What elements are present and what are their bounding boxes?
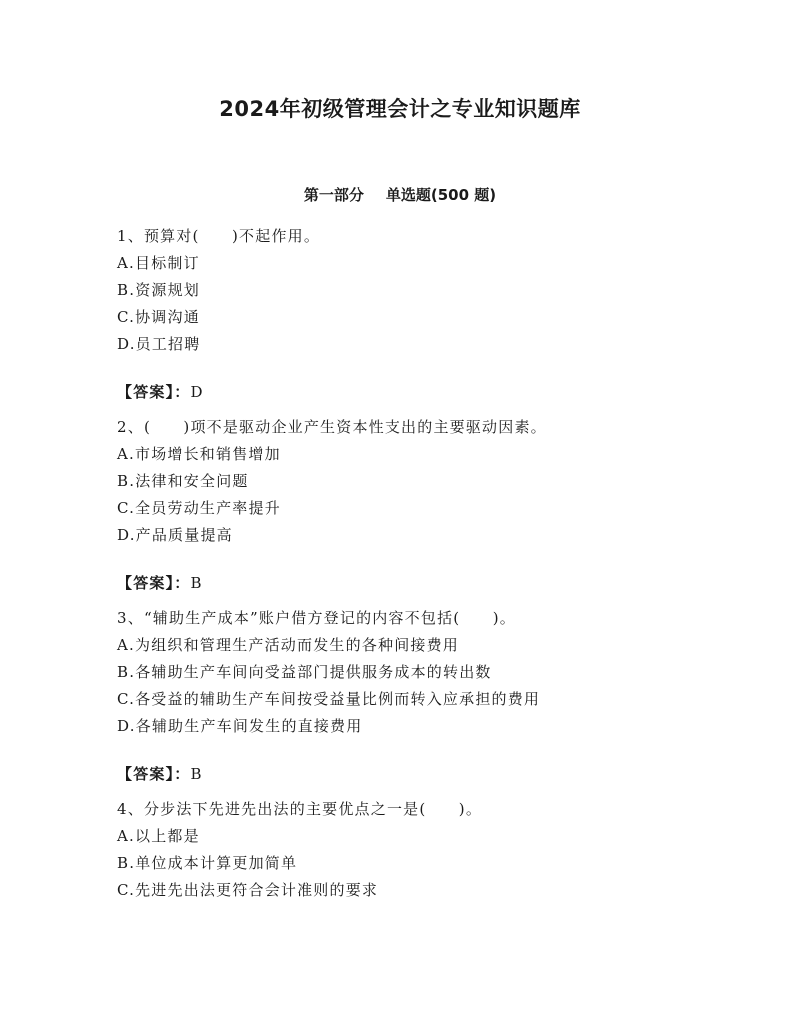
answer-label: 【答案】：	[117, 765, 191, 783]
question-stem: 1、预算对( )不起作用。	[117, 227, 321, 245]
option-c: C.全员劳动生产率提升	[117, 499, 281, 517]
option-a: A.目标制订	[117, 254, 200, 272]
question-3	[117, 605, 757, 788]
question-1	[117, 223, 757, 406]
question-4	[117, 796, 757, 904]
option-d: D.产品质量提高	[117, 526, 233, 544]
section-name: 单选题(500 题)	[385, 186, 497, 204]
option-b: B.法律和安全问题	[117, 472, 249, 490]
document-title: 2024年初级管理会计之专业知识题库	[219, 97, 581, 121]
answer-line	[117, 761, 757, 788]
question-stem: 3、“辅助生产成本”账户借方登记的内容不包括( )。	[117, 609, 516, 627]
section-heading	[0, 183, 800, 207]
answer-line	[117, 570, 757, 597]
answer-value: B	[190, 574, 203, 592]
option-d: D.各辅助生产车间发生的直接费用	[117, 717, 363, 735]
option-a: A.为组织和管理生产活动而发生的各种间接费用	[117, 636, 460, 654]
answer-label: 【答案】：	[117, 383, 191, 401]
question-list	[117, 223, 757, 904]
option-b: B.资源规划	[117, 281, 200, 299]
option-b: B.各辅助生产车间向受益部门提供服务成本的转出数	[117, 663, 492, 681]
section-part: 第一部分	[303, 186, 364, 204]
answer-label: 【答案】：	[117, 574, 191, 592]
option-c: C.各受益的辅助生产车间按受益量比例而转入应承担的费用	[117, 690, 541, 708]
option-c: C.先进先出法更符合会计准则的要求	[117, 881, 379, 899]
answer-line	[117, 379, 757, 406]
question-2	[117, 414, 757, 597]
option-a: A.以上都是	[117, 827, 200, 845]
option-d: D.员工招聘	[117, 335, 201, 353]
question-stem: 4、分步法下先进先出法的主要优点之一是( )。	[117, 800, 483, 818]
answer-value: D	[190, 383, 204, 401]
option-c: C.协调沟通	[117, 308, 200, 326]
question-stem: 2、( )项不是驱动企业产生资本性支出的主要驱动因素。	[117, 418, 547, 436]
option-b: B.单位成本计算更加简单	[117, 854, 298, 872]
answer-value: B	[190, 765, 203, 783]
option-a: A.市场增长和销售增加	[117, 445, 281, 463]
